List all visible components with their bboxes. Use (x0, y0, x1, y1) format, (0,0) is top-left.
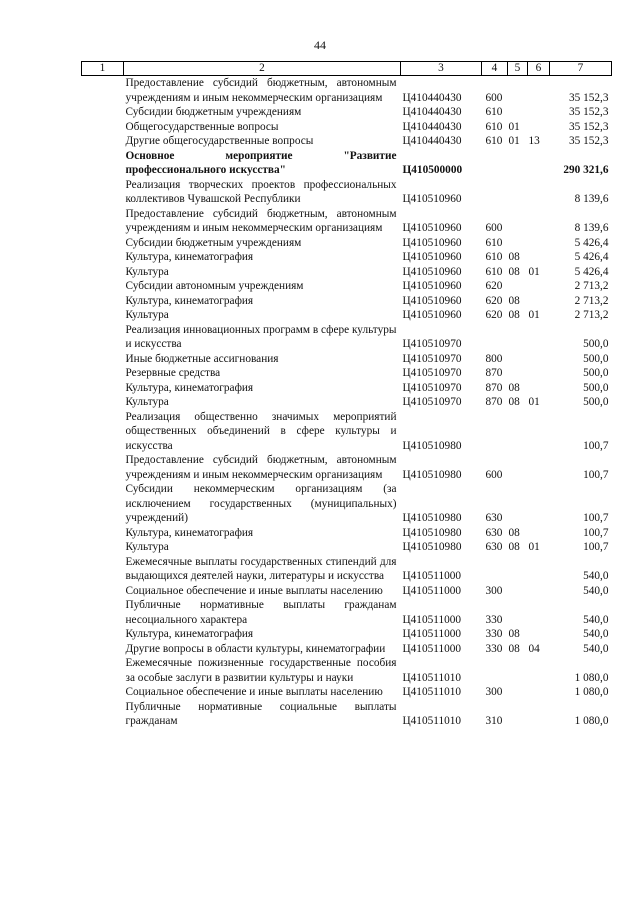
blank-cell (82, 482, 124, 526)
row-pr (528, 526, 550, 541)
row-name: Иные бюджетные ассигнования (125, 352, 279, 365)
row-rz (508, 236, 528, 251)
blank-cell (82, 410, 124, 454)
row-rz (508, 207, 528, 236)
blank-cell (82, 642, 124, 657)
row-code: Ц410511010 (402, 715, 462, 727)
row-name: Культура (125, 309, 169, 321)
blank-cell (82, 294, 124, 309)
row-code: Ц410510960 (402, 265, 462, 278)
header-col-7: 7 (550, 62, 612, 76)
row-sum: 2 713,2 (574, 280, 609, 292)
row-vr: 610 (485, 135, 503, 147)
row-sum: 540,0 (583, 628, 609, 640)
row-code: Ц410511010 (402, 686, 462, 698)
row-rz: 01 (508, 135, 520, 147)
row-pr: 01 (528, 396, 540, 408)
row-rz (508, 656, 528, 685)
row-pr (528, 120, 550, 135)
row-name: Реализация творческих проектов профессиональных коллективов Чувашской Республики (125, 178, 397, 205)
blank-cell (82, 352, 124, 367)
row-code: Ц410500000 (402, 164, 463, 176)
budget-table (81, 61, 612, 729)
row-pr (528, 410, 550, 454)
header-col-2: 2 (124, 62, 401, 76)
table-row (82, 134, 612, 149)
row-rz (508, 105, 528, 120)
blank-cell (82, 685, 124, 700)
row-rz (508, 598, 528, 627)
row-pr: 01 (528, 265, 540, 278)
row-vr: 630 (485, 512, 503, 524)
row-pr (528, 149, 550, 178)
page-number: 44 (314, 38, 326, 52)
row-rz: 08 (508, 541, 520, 553)
table-row (82, 700, 612, 729)
table-row (82, 453, 612, 482)
row-name: Культура (125, 265, 169, 278)
blank-cell (82, 134, 124, 149)
header-col-1: 1 (82, 62, 124, 76)
row-code: Ц410510970 (402, 381, 462, 394)
row-sum: 35 152,3 (568, 135, 609, 147)
row-vr (482, 323, 508, 352)
table-row (82, 526, 612, 541)
header-row (82, 62, 612, 76)
row-sum: 500,0 (583, 396, 609, 408)
table-row (82, 178, 612, 207)
row-pr (528, 250, 550, 265)
row-sum: 540,0 (583, 570, 609, 582)
table-row (82, 352, 612, 367)
table-row (82, 250, 612, 265)
row-pr (528, 279, 550, 294)
row-sum: 5 426,4 (574, 236, 609, 249)
row-vr: 600 (485, 91, 503, 104)
row-rz (508, 76, 528, 106)
row-code: Ц410510960 (402, 294, 462, 307)
row-pr (528, 352, 550, 367)
blank-cell (82, 366, 124, 381)
row-pr (528, 366, 550, 381)
row-name: Другие вопросы в области культуры, кинематографии (125, 642, 386, 655)
blank-cell (82, 598, 124, 627)
blank-cell (82, 700, 124, 729)
row-vr: 620 (485, 309, 503, 321)
row-rz: 08 (508, 265, 520, 278)
row-vr: 310 (485, 715, 503, 727)
row-vr: 330 (485, 628, 503, 640)
row-sum: 500,0 (583, 352, 609, 365)
blank-cell (82, 584, 124, 599)
row-name: Общегосударственные вопросы (125, 120, 279, 133)
row-code: Ц410510960 (402, 309, 462, 321)
table-row (82, 410, 612, 454)
row-pr (528, 323, 550, 352)
row-vr: 600 (485, 468, 503, 481)
blank-cell (82, 526, 124, 541)
table-row (82, 120, 612, 135)
blank-cell (82, 395, 124, 410)
row-name: Культура (125, 396, 169, 408)
row-pr: 01 (528, 309, 540, 321)
row-code: Ц410510980 (402, 512, 462, 524)
row-code: Ц410511000 (402, 570, 462, 582)
table-row (82, 366, 612, 381)
row-vr (482, 178, 508, 207)
row-sum: 100,7 (583, 526, 609, 539)
blank-cell (82, 627, 124, 642)
row-sum: 500,0 (583, 367, 609, 379)
row-sum: 100,7 (583, 439, 609, 452)
row-rz: 08 (508, 251, 520, 263)
row-code: Ц410510970 (402, 352, 462, 365)
row-vr: 630 (485, 526, 503, 539)
row-name: Субсидии некоммерческим организациям (за исключением государственных (муниципальных) учреждений) (125, 483, 397, 524)
row-vr: 870 (485, 381, 503, 394)
row-code: Ц410510980 (402, 439, 462, 452)
row-rz: 01 (508, 120, 520, 133)
blank-cell (82, 76, 124, 106)
row-sum: 5 426,4 (574, 251, 609, 263)
row-rz (508, 279, 528, 294)
row-sum: 100,7 (583, 468, 609, 481)
row-sum: 35 152,3 (568, 120, 609, 133)
blank-cell (82, 381, 124, 396)
row-rz (508, 410, 528, 454)
row-rz (508, 453, 528, 482)
table-row (82, 279, 612, 294)
row-sum: 500,0 (583, 381, 609, 394)
row-name: Резервные средства (125, 367, 221, 379)
row-vr: 300 (485, 584, 503, 597)
row-vr: 870 (485, 396, 503, 408)
row-name: Культура, кинематография (125, 526, 254, 539)
table-row (82, 294, 612, 309)
row-rz: 08 (508, 309, 520, 321)
row-name: Предоставление субсидий бюджетным, автономным учреждениям и иным некоммерческим организациям (125, 207, 397, 234)
row-rz (508, 178, 528, 207)
row-code: Ц410440430 (402, 120, 462, 133)
blank-cell (82, 555, 124, 584)
table-row (82, 149, 612, 178)
row-name: Социальное обеспечение и иные выплаты населению (125, 686, 383, 698)
row-name: Культура, кинематография (125, 381, 254, 394)
row-vr: 610 (485, 106, 503, 118)
row-rz (508, 584, 528, 599)
row-code: Ц410510960 (402, 236, 462, 249)
row-sum: 100,7 (583, 512, 609, 524)
table-row (82, 207, 612, 236)
row-sum: 540,0 (583, 613, 609, 626)
blank-cell (82, 149, 124, 178)
row-code: Ц410510970 (402, 367, 462, 379)
row-rz: 08 (508, 381, 520, 394)
row-name: Субсидии бюджетным учреждениям (125, 236, 302, 249)
row-vr: 630 (485, 541, 503, 553)
table-row (82, 584, 612, 599)
table-row (82, 555, 612, 584)
row-vr (482, 656, 508, 685)
row-vr: 330 (485, 613, 503, 626)
row-rz: 08 (508, 294, 520, 307)
row-name: Ежемесячные выплаты государственных стипендий для выдающихся деятелей науки, литературы и искусства (125, 555, 397, 582)
row-name: Культура, кинематография (125, 294, 254, 307)
row-rz: 08 (508, 526, 520, 539)
row-vr: 610 (485, 120, 503, 133)
row-name: Субсидии бюджетным учреждениям (125, 106, 302, 118)
table-row (82, 642, 612, 657)
row-code: Ц410510980 (402, 541, 462, 553)
table-row (82, 308, 612, 323)
blank-cell (82, 279, 124, 294)
row-sum: 1 080,0 (574, 715, 609, 727)
row-code: Ц410510980 (402, 468, 462, 481)
row-rz (508, 323, 528, 352)
row-name: Культура (125, 541, 169, 553)
row-code: Ц410510960 (402, 222, 462, 234)
row-rz: 08 (508, 642, 520, 655)
table-row (82, 685, 612, 700)
blank-cell (82, 656, 124, 685)
row-pr (528, 381, 550, 396)
row-pr (528, 685, 550, 700)
row-vr: 610 (485, 251, 503, 263)
row-pr (528, 482, 550, 526)
blank-cell (82, 178, 124, 207)
row-sum: 500,0 (583, 338, 609, 350)
row-code: Ц410511000 (402, 613, 462, 626)
row-code: Ц410510970 (402, 338, 462, 350)
row-rz (508, 149, 528, 178)
row-pr (528, 178, 550, 207)
row-sum: 290 321,6 (563, 164, 609, 176)
row-vr (482, 555, 508, 584)
row-sum: 1 080,0 (574, 686, 609, 698)
row-rz (508, 482, 528, 526)
row-rz (508, 366, 528, 381)
blank-cell (82, 540, 124, 555)
row-pr (528, 584, 550, 599)
row-name: Публичные нормативные выплаты гражданам несоциального характера (125, 599, 397, 626)
table-row (82, 482, 612, 526)
row-name: Другие общегосударственные вопросы (125, 135, 314, 147)
row-pr (528, 555, 550, 584)
row-pr (528, 598, 550, 627)
row-vr: 610 (485, 265, 503, 278)
table-row (82, 381, 612, 396)
table-row (82, 627, 612, 642)
row-code: Ц410511000 (402, 642, 462, 655)
blank-cell (82, 323, 124, 352)
row-name: Предоставление субсидий бюджетным, автономным учреждениям и иным некоммерческим организациям (125, 454, 397, 481)
blank-cell (82, 207, 124, 236)
row-vr: 620 (485, 280, 503, 292)
header-col-5: 5 (508, 62, 528, 76)
table-row (82, 323, 612, 352)
row-name: Социальное обеспечение и иные выплаты населению (125, 584, 383, 597)
row-pr (528, 656, 550, 685)
row-code: Ц410510960 (402, 251, 462, 263)
row-rz: 08 (508, 396, 520, 408)
row-code: Ц410440430 (402, 91, 462, 104)
table-row (82, 656, 612, 685)
blank-cell (82, 236, 124, 251)
row-sum: 2 713,2 (574, 294, 609, 307)
row-code: Ц410510980 (402, 526, 462, 539)
row-pr: 04 (528, 642, 540, 655)
row-name: Субсидии автономным учреждениям (125, 280, 304, 292)
row-code: Ц410440430 (402, 135, 462, 147)
row-pr (528, 294, 550, 309)
row-pr: 01 (528, 541, 540, 553)
row-vr (482, 149, 508, 178)
row-code: Ц410511000 (402, 584, 462, 597)
row-vr: 870 (485, 367, 503, 379)
row-name: Культура, кинематография (125, 628, 254, 640)
row-name: Ежемесячные пожизненные государственные пособия за особые заслуги в развитии культуры и науки (125, 657, 397, 684)
blank-cell (82, 308, 124, 323)
row-name: Предоставление субсидий бюджетным, автономным учреждениям и иным некоммерческим организациям (125, 77, 397, 104)
row-rz (508, 700, 528, 729)
table-row (82, 598, 612, 627)
row-sum: 2 713,2 (574, 309, 609, 321)
row-sum: 8 139,6 (574, 193, 609, 205)
row-name: Культура, кинематография (125, 251, 254, 263)
table-row (82, 236, 612, 251)
blank-cell (82, 453, 124, 482)
header-col-4: 4 (482, 62, 508, 76)
row-code: Ц410510960 (402, 280, 462, 292)
row-pr: 13 (528, 135, 540, 147)
table-row (82, 105, 612, 120)
row-sum: 35 152,3 (568, 91, 609, 104)
blank-cell (82, 250, 124, 265)
row-code: Ц410510960 (402, 193, 462, 205)
row-pr (528, 453, 550, 482)
row-pr (528, 236, 550, 251)
row-pr (528, 627, 550, 642)
row-vr: 800 (485, 352, 503, 365)
row-name: Реализация общественно значимых мероприятий общественных объединений в сфере культуры и искусства (125, 410, 397, 452)
table-header (82, 62, 612, 76)
table-row (82, 395, 612, 410)
table-row (82, 540, 612, 555)
header-col-6: 6 (528, 62, 550, 76)
row-vr: 600 (485, 222, 503, 234)
row-code: Ц410511010 (402, 671, 462, 684)
blank-cell (82, 265, 124, 280)
row-vr: 610 (485, 236, 503, 249)
row-rz (508, 685, 528, 700)
row-vr: 300 (485, 686, 503, 698)
table-row (82, 76, 612, 106)
row-code: Ц410510970 (402, 396, 462, 408)
row-name: Основное мероприятие "Развитие профессионального искусства" (125, 149, 397, 176)
row-rz (508, 555, 528, 584)
blank-cell (82, 120, 124, 135)
row-sum: 540,0 (583, 642, 609, 655)
row-rz (508, 352, 528, 367)
header-col-3: 3 (401, 62, 482, 76)
row-sum: 8 139,6 (574, 222, 609, 234)
row-sum: 35 152,3 (568, 106, 609, 118)
row-code: Ц410440430 (402, 106, 462, 118)
row-vr: 620 (485, 294, 503, 307)
row-pr (528, 76, 550, 106)
row-name: Публичные нормативные социальные выплаты гражданам (125, 700, 397, 727)
row-name: Реализация инновационных программ в сфере культуры и искусства (125, 323, 397, 350)
row-sum: 540,0 (583, 584, 609, 597)
row-code: Ц410511000 (402, 628, 462, 640)
table-body (82, 76, 612, 729)
table-row (82, 265, 612, 280)
row-sum: 5 426,4 (574, 265, 609, 278)
row-sum: 100,7 (583, 541, 609, 553)
row-vr (482, 410, 508, 454)
row-rz: 08 (508, 628, 520, 640)
row-pr (528, 207, 550, 236)
blank-cell (82, 105, 124, 120)
row-pr (528, 700, 550, 729)
row-vr: 330 (485, 642, 503, 655)
row-sum: 1 080,0 (574, 671, 609, 684)
row-pr (528, 105, 550, 120)
